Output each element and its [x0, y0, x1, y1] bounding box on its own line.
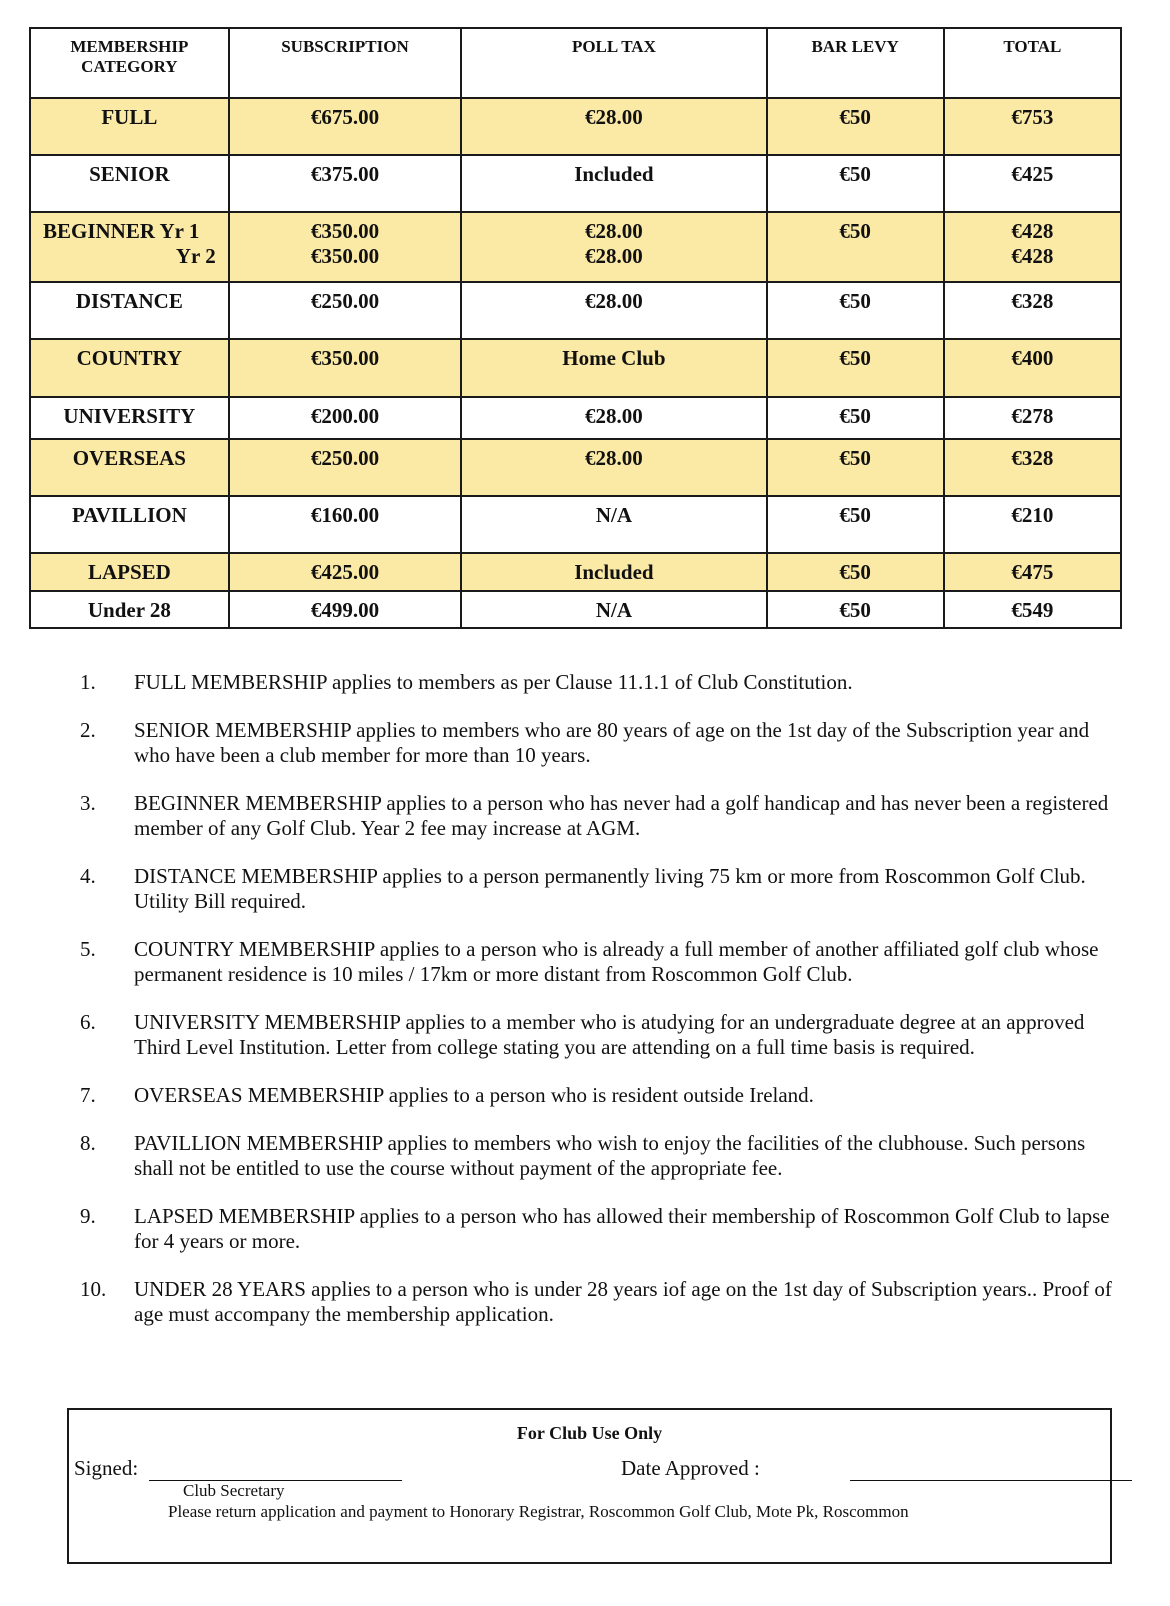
cell-category: LAPSED: [30, 553, 229, 591]
cell-bar-levy: €50: [767, 339, 944, 397]
table-row: [30, 282, 1121, 339]
cell-subscription: €375.00: [229, 155, 462, 212]
cell-bar-levy: €50: [767, 397, 944, 439]
table-row: [30, 439, 1121, 496]
cell-category: FULL: [30, 98, 229, 155]
list-item: [80, 1131, 1120, 1181]
table-row: [30, 496, 1121, 553]
cell-poll-tax: N/A: [461, 591, 766, 628]
cell-total: €753: [944, 98, 1121, 155]
list-item-text: COUNTRY MEMBERSHIP applies to a person who is already a full member of another affiliated golf club whose permanent residence is 10 miles / 17km or more distant from Roscommon Golf Club.: [134, 937, 1099, 986]
list-item-text: LAPSED MEMBERSHIP applies to a person who has allowed their membership of Roscommon Golf Club to lapse for 4 years or more.: [134, 1204, 1110, 1253]
cell-subscription-yr2: €350.00: [310, 244, 380, 268]
list-item-text: OVERSEAS MEMBERSHIP applies to a person who is resident outside Ireland.: [134, 1083, 814, 1107]
header-subscription: SUBSCRIPTION: [229, 28, 462, 98]
table-row: [30, 339, 1121, 397]
cell-total: €549: [944, 591, 1121, 628]
list-item-text: SENIOR MEMBERSHIP applies to members who are 80 years of age on the 1st day of the Subscription year and who have been a club member for more than 10 years.: [134, 718, 1090, 767]
list-item-number: 10.: [80, 1277, 107, 1301]
cell-total-yr1: €428: [1011, 219, 1054, 243]
cell-poll-tax: Included: [461, 553, 766, 591]
cell-total: €278: [944, 397, 1121, 439]
cell-poll-tax: [461, 212, 766, 282]
cell-subscription: €499.00: [229, 591, 462, 628]
cell-total: [944, 212, 1121, 282]
cell-bar-levy: €50: [767, 591, 944, 628]
list-item: [80, 864, 1120, 914]
list-item-number: 3.: [80, 791, 96, 815]
cell-bar-levy: €50: [767, 282, 944, 339]
table-row: [30, 212, 1121, 282]
cell-total: €328: [944, 282, 1121, 339]
cell-subscription-yr1: €350.00: [310, 219, 380, 243]
cell-bar-levy: €50: [767, 439, 944, 496]
list-item: [80, 937, 1120, 987]
header-bar-levy: BAR LEVY: [767, 28, 944, 98]
cell-total: €328: [944, 439, 1121, 496]
cell-subscription: €675.00: [229, 98, 462, 155]
list-item: [80, 670, 1120, 695]
list-item: [80, 1083, 1120, 1108]
cell-total-yr2: €428: [1011, 244, 1054, 268]
list-item-text: FULL MEMBERSHIP applies to members as per Clause 11.1.1 of Club Constitution.: [134, 670, 853, 694]
cell-bar-levy: €50: [767, 98, 944, 155]
list-item-number: 5.: [80, 937, 96, 961]
list-item: [80, 718, 1120, 768]
list-item-number: 6.: [80, 1010, 96, 1034]
membership-fees-table: [29, 27, 1122, 629]
club-use-title: For Club Use Only: [516, 1423, 663, 1443]
date-approved-label: Date Approved :: [621, 1456, 760, 1480]
cell-poll-tax: €28.00: [461, 282, 766, 339]
list-item-text: DISTANCE MEMBERSHIP applies to a person permanently living 75 km or more from Roscommon Golf Club. Utility Bill required.: [134, 864, 1086, 913]
cell-bar-levy: €50: [767, 212, 944, 282]
cell-poll-tax: €28.00: [461, 98, 766, 155]
cell-bar-levy: €50: [767, 553, 944, 591]
cell-category: UNIVERSITY: [30, 397, 229, 439]
table-row: [30, 155, 1121, 212]
list-item-number: 9.: [80, 1204, 96, 1228]
cell-subscription: €425.00: [229, 553, 462, 591]
list-item-number: 2.: [80, 718, 96, 742]
cell-bar-levy: €50: [767, 155, 944, 212]
cell-category: [30, 212, 229, 282]
cell-total: €210: [944, 496, 1121, 553]
table-header-row: [30, 28, 1121, 98]
list-item-text: UNDER 28 YEARS applies to a person who is under 28 years iof age on the 1st day of Subscription years.. Proof of age must accompany the membership application.: [134, 1277, 1112, 1326]
membership-notes-list: [80, 670, 1120, 1327]
cell-bar-levy: €50: [767, 496, 944, 553]
list-item: [80, 791, 1120, 841]
cell-category: DISTANCE: [30, 282, 229, 339]
table-row: [30, 98, 1121, 155]
header-poll-tax: POLL TAX: [461, 28, 766, 98]
cell-category-yr2: Yr 2: [175, 244, 216, 268]
cell-subscription: [229, 212, 462, 282]
table-row: [30, 553, 1121, 591]
header-total: TOTAL: [944, 28, 1121, 98]
cell-subscription: €200.00: [229, 397, 462, 439]
list-item: [80, 1204, 1120, 1254]
list-item: [80, 1010, 1120, 1060]
list-item-text: BEGINNER MEMBERSHIP applies to a person who has never had a golf handicap and has never been a registered member of any Golf Club. Year 2 fee may increase at AGM.: [134, 791, 1109, 840]
cell-poll-tax: Home Club: [461, 339, 766, 397]
header-category-label: MEMBERSHIP CATEGORY: [70, 37, 189, 76]
list-item-text: UNIVERSITY MEMBERSHIP applies to a member who is atudying for an undergraduate degree at an approved Third Level Institution. Letter from college stating you are attending on a full time basis is required.: [134, 1010, 1085, 1059]
club-secretary-label: Club Secretary: [183, 1481, 285, 1500]
header-category: [30, 28, 229, 98]
cell-category: COUNTRY: [30, 339, 229, 397]
cell-total: €425: [944, 155, 1121, 212]
signed-label: Signed:: [74, 1456, 139, 1480]
cell-poll-tax: €28.00: [461, 397, 766, 439]
cell-subscription: €250.00: [229, 282, 462, 339]
return-instructions: Please return application and payment to Honorary Registrar, Roscommon Golf Club, Mote Pk, Roscommon: [168, 1502, 909, 1521]
cell-subscription: €350.00: [229, 339, 462, 397]
cell-subscription: €160.00: [229, 496, 462, 553]
cell-poll-tax: N/A: [461, 496, 766, 553]
cell-category-yr1: BEGINNER Yr 1: [43, 219, 200, 243]
cell-category: Under 28: [30, 591, 229, 628]
list-item: [80, 1277, 1120, 1327]
cell-category: PAVILLION: [30, 496, 229, 553]
cell-total: €475: [944, 553, 1121, 591]
table-row: [30, 397, 1121, 439]
cell-poll-tax: €28.00: [461, 439, 766, 496]
date-approved-line[interactable]: [850, 1480, 1132, 1481]
cell-poll-tax-yr1: €28.00: [585, 219, 643, 243]
club-use-only-box: [67, 1408, 1112, 1564]
cell-total: €400: [944, 339, 1121, 397]
table-row: [30, 591, 1121, 628]
cell-poll-tax-yr2: €28.00: [585, 244, 643, 268]
cell-category: OVERSEAS: [30, 439, 229, 496]
list-item-number: 4.: [80, 864, 96, 888]
list-item-text: PAVILLION MEMBERSHIP applies to members who wish to enjoy the facilities of the clubhouse. Such persons shall not be entitled to use the course without payment of the appropriate fee.: [134, 1131, 1086, 1180]
list-item-number: 8.: [80, 1131, 96, 1155]
cell-category: SENIOR: [30, 155, 229, 212]
cell-poll-tax: Included: [461, 155, 766, 212]
list-item-number: 7.: [80, 1083, 96, 1107]
cell-subscription: €250.00: [229, 439, 462, 496]
list-item-number: 1.: [80, 670, 96, 694]
